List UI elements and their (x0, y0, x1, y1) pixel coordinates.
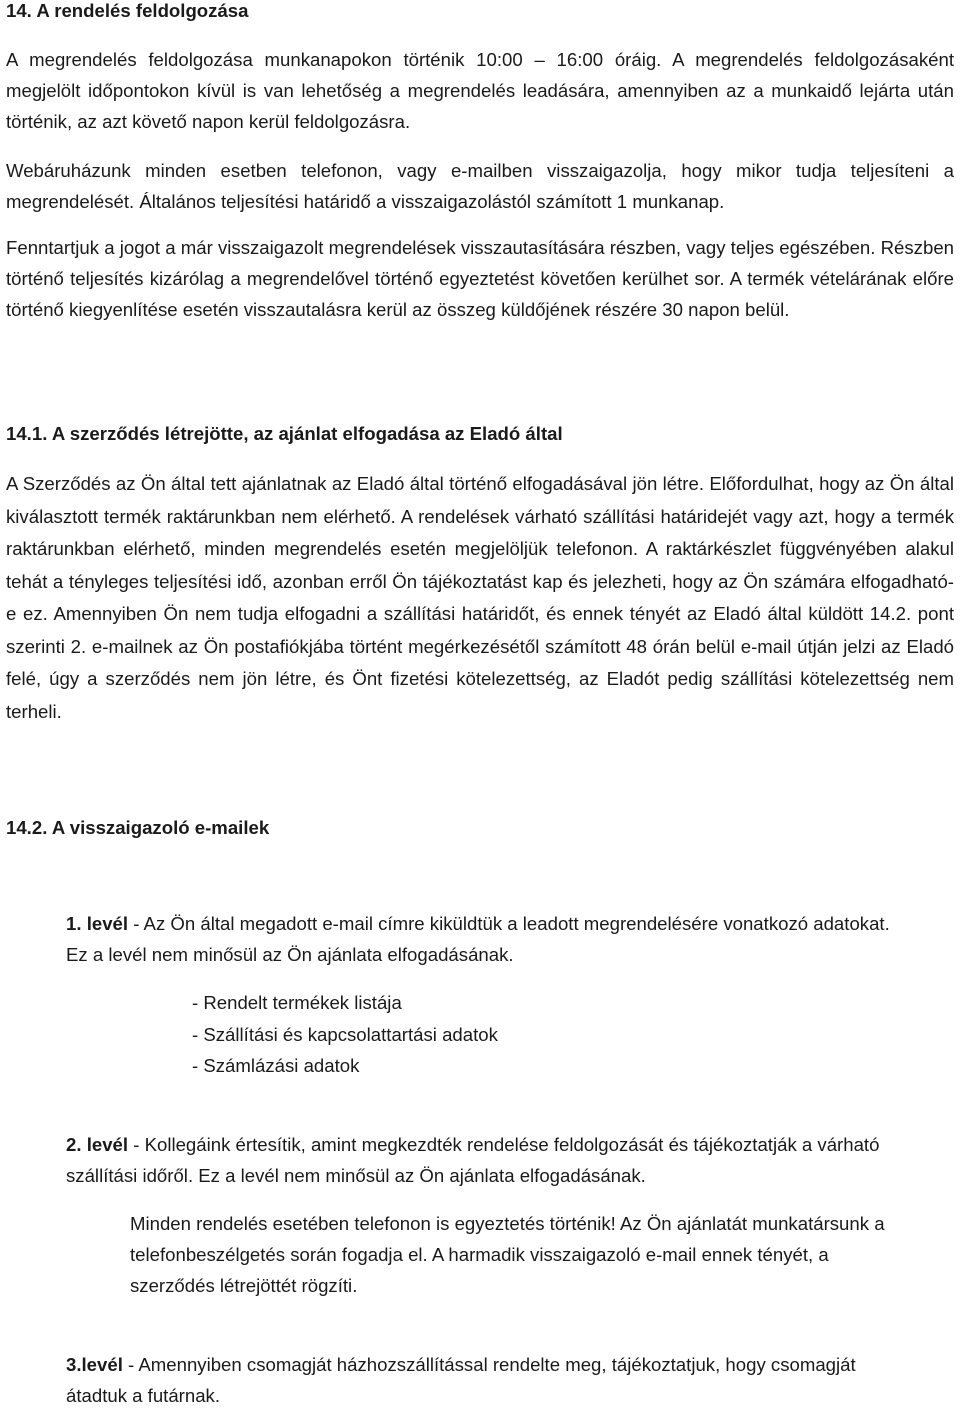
letter-1-item-list (192, 987, 792, 1082)
section-14-title: 14. A rendelés feldolgozása (6, 0, 249, 21)
list-item: - Számlázási adatok (192, 1055, 360, 1076)
section-14-paragraph-3: Fenntartjuk a jogot a már visszaigazolt megrendelések visszautasítására részben, vagy teljes egészében. Részben történő teljesítés kizárólag a megrendelővel történő egyeztetést követően kerülhet sor. A termék vételárának előre történő kiegyenlítése esetén visszautalásra kerül az összeg küldőjének részére 30 napon belül. (6, 237, 954, 320)
section-14-paragraph-1: A megrendelés feldolgozása munkanapokon történik 10:00 – 16:00 óráig. A megrendelés feldolgozásaként megjelölt időpontokon kívül is van lehetőség a megrendelés leadására, amennyiben az a munkaidő lejárta után történik, az azt követő napon kerül feldolgozásra. (6, 49, 954, 132)
letter-2-label: levél (86, 1134, 129, 1155)
section-14-2-title: 14.2. A visszaigazoló e-mailek (6, 817, 270, 838)
section-14-1-title: 14.1. A szerződés létrejötte, az ajánlat elfogadása az Eladó által (6, 423, 563, 444)
letter-2-text: - Kollegáink értesítik, amint megkezdték rendelése feldolgozását és tájékoztatják a várható szállítási időről. Ez a levél nem minősül az Ön ajánlata elfogadásának. (66, 1134, 880, 1186)
letter-2-number: 2. (66, 1134, 82, 1155)
letter-1-text: - Az Ön által megadott e-mail címre kiküldtük a leadott megrendelésére vonatkozó adatokat. Ez a levél nem minősül az Ön ajánlata elfogadásának. (66, 913, 890, 965)
letter-1-label: levél (86, 913, 129, 934)
list-item: - Rendelt termékek listája (192, 992, 402, 1013)
section-14-paragraph-2: Webáruházunk minden esetben telefonon, vagy e-mailben visszaigazolja, hogy mikor tudja teljesíteni a megrendelését. Általános teljesítési határidő a visszaigazolástól számított 1 munkanap. (6, 160, 954, 212)
letter-1-paragraph (66, 908, 908, 970)
letter-3-number: 3. (66, 1354, 82, 1375)
letter-1-number: 1. (66, 913, 82, 934)
letter-3-text: - Amennyiben csomagját házhozszállítással rendelte meg, tájékoztatjuk, hogy csomagját átadtuk a futárnak. (66, 1354, 856, 1406)
letter-2-note: Minden rendelés esetében telefonon is egyeztetés történik! Az Ön ajánlatát munkatársunk a telefonbeszélgetés során fogadja el. A harmadik visszaigazoló e-mail ennek tényét, a szerződés létrejöttét rögzíti. (130, 1213, 885, 1296)
section-14-1-paragraph: A Szerződés az Ön által tett ajánlatnak az Eladó által történő elfogadásával jön létre. Előfordulhat, hogy az Ön által kiválasztott termék raktárunkban nem elérhető. A rendelések várható szállítási határidejét vagy azt, hogy a termék raktárunkban elérhető, minden megrendelés esetén megjelöljük telefonon. A raktárkészlet függvényében alakul tehát a tényleges teljesítési idő, azonban erről Ön tájékoztatást kap és jelezheti, hogy az Ön számára elfogadható-e ez. Amennyiben Ön nem tudja elfogadni a szállítási határidőt, és ennek tényét az Eladó által küldött 14.2. pont szerinti 2. e-mailnek az Ön postafiókjába történt megérkezésétől számított 48 órán belül e-mail útján jelzi az Eladó felé, úgy a szerződés nem jön létre, és Önt fizetési kötelezettség, az Eladót pedig szállítási kötelezettség nem terheli. (6, 473, 954, 722)
letter-3-paragraph (66, 1349, 866, 1411)
letter-2-paragraph (66, 1129, 916, 1191)
letter-3-label: levél (81, 1354, 123, 1375)
list-item: - Szállítási és kapcsolattartási adatok (192, 1023, 498, 1045)
